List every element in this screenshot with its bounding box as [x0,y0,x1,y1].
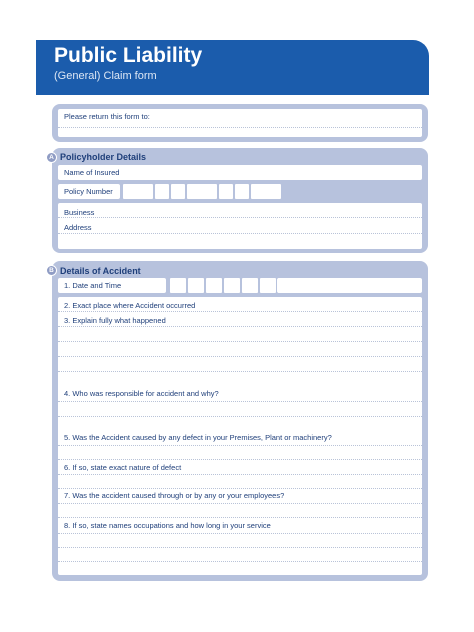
business-address-field[interactable] [58,203,422,249]
dotted-line [58,311,422,312]
date-cell[interactable] [206,278,222,293]
dotted-line [58,547,422,548]
address-label: Address [64,223,92,232]
dotted-line [58,401,422,402]
dotted-line [58,217,422,218]
dotted-line [58,517,422,518]
name-of-insured-label: Name of Insured [64,168,120,177]
section-a-panel [49,148,428,253]
dotted-line [58,326,422,327]
policy-number-label-box [58,184,120,199]
dotted-line [58,371,422,372]
dotted-line [58,488,422,489]
name-of-insured-field[interactable] [58,165,422,180]
policy-number-cell[interactable] [219,184,233,199]
question-3: 3. Explain fully what happened [64,316,166,325]
time-field[interactable] [277,278,422,293]
question-4: 4. Who was responsible for accident and why? [64,389,219,398]
policy-number-cell[interactable] [155,184,169,199]
dotted-line [58,561,422,562]
return-panel [52,104,428,142]
return-label: Please return this form to: [64,112,150,121]
dotted-line [58,233,422,234]
section-b-badge: B [46,265,57,276]
date-cell[interactable] [260,278,276,293]
date-cell[interactable] [242,278,258,293]
policy-number-cells [123,184,281,199]
business-label: Business [64,208,95,217]
date-cell[interactable] [188,278,204,293]
policy-number-cell[interactable] [187,184,217,199]
dotted-line [58,503,422,504]
form-subtitle: (General) Claim form [54,70,157,82]
policy-number-cell[interactable] [171,184,185,199]
date-cells [170,278,292,293]
dotted-line [58,356,422,357]
form-title: Public Liability [54,44,203,67]
question-6: 6. If so, state exact nature of defect [64,463,182,472]
date-cell[interactable] [224,278,240,293]
section-a-badge: A [46,152,57,163]
dotted-line [58,459,422,460]
policy-number-label: Policy Number [64,187,113,196]
question-8: 8. If so, state names occupations and how long in your service [64,521,271,530]
section-a-title: Policyholder Details [60,152,147,162]
date-cell[interactable] [170,278,186,293]
question-2: 2. Exact place where Accident occurred [64,301,196,310]
policy-number-cell[interactable] [251,184,281,199]
question-7: 7. Was the accident caused through or by any or your employees? [64,491,285,500]
policy-number-cell[interactable] [235,184,249,199]
dotted-line [58,127,422,128]
dotted-line [58,341,422,342]
form-header [36,40,429,95]
dotted-line [58,416,422,417]
accident-details-area[interactable] [58,297,422,575]
date-time-label: 1. Date and Time [64,281,122,290]
date-time-label-box [58,278,166,293]
section-b-panel [49,261,428,581]
policy-number-cell[interactable] [123,184,153,199]
question-5: 5. Was the Accident caused by any defect in your Premises, Plant or machinery? [64,433,332,442]
dotted-line [58,474,422,475]
section-b-title: Details of Accident [60,266,141,276]
return-address-field[interactable] [58,109,422,137]
dotted-line [58,445,422,446]
dotted-line [58,533,422,534]
